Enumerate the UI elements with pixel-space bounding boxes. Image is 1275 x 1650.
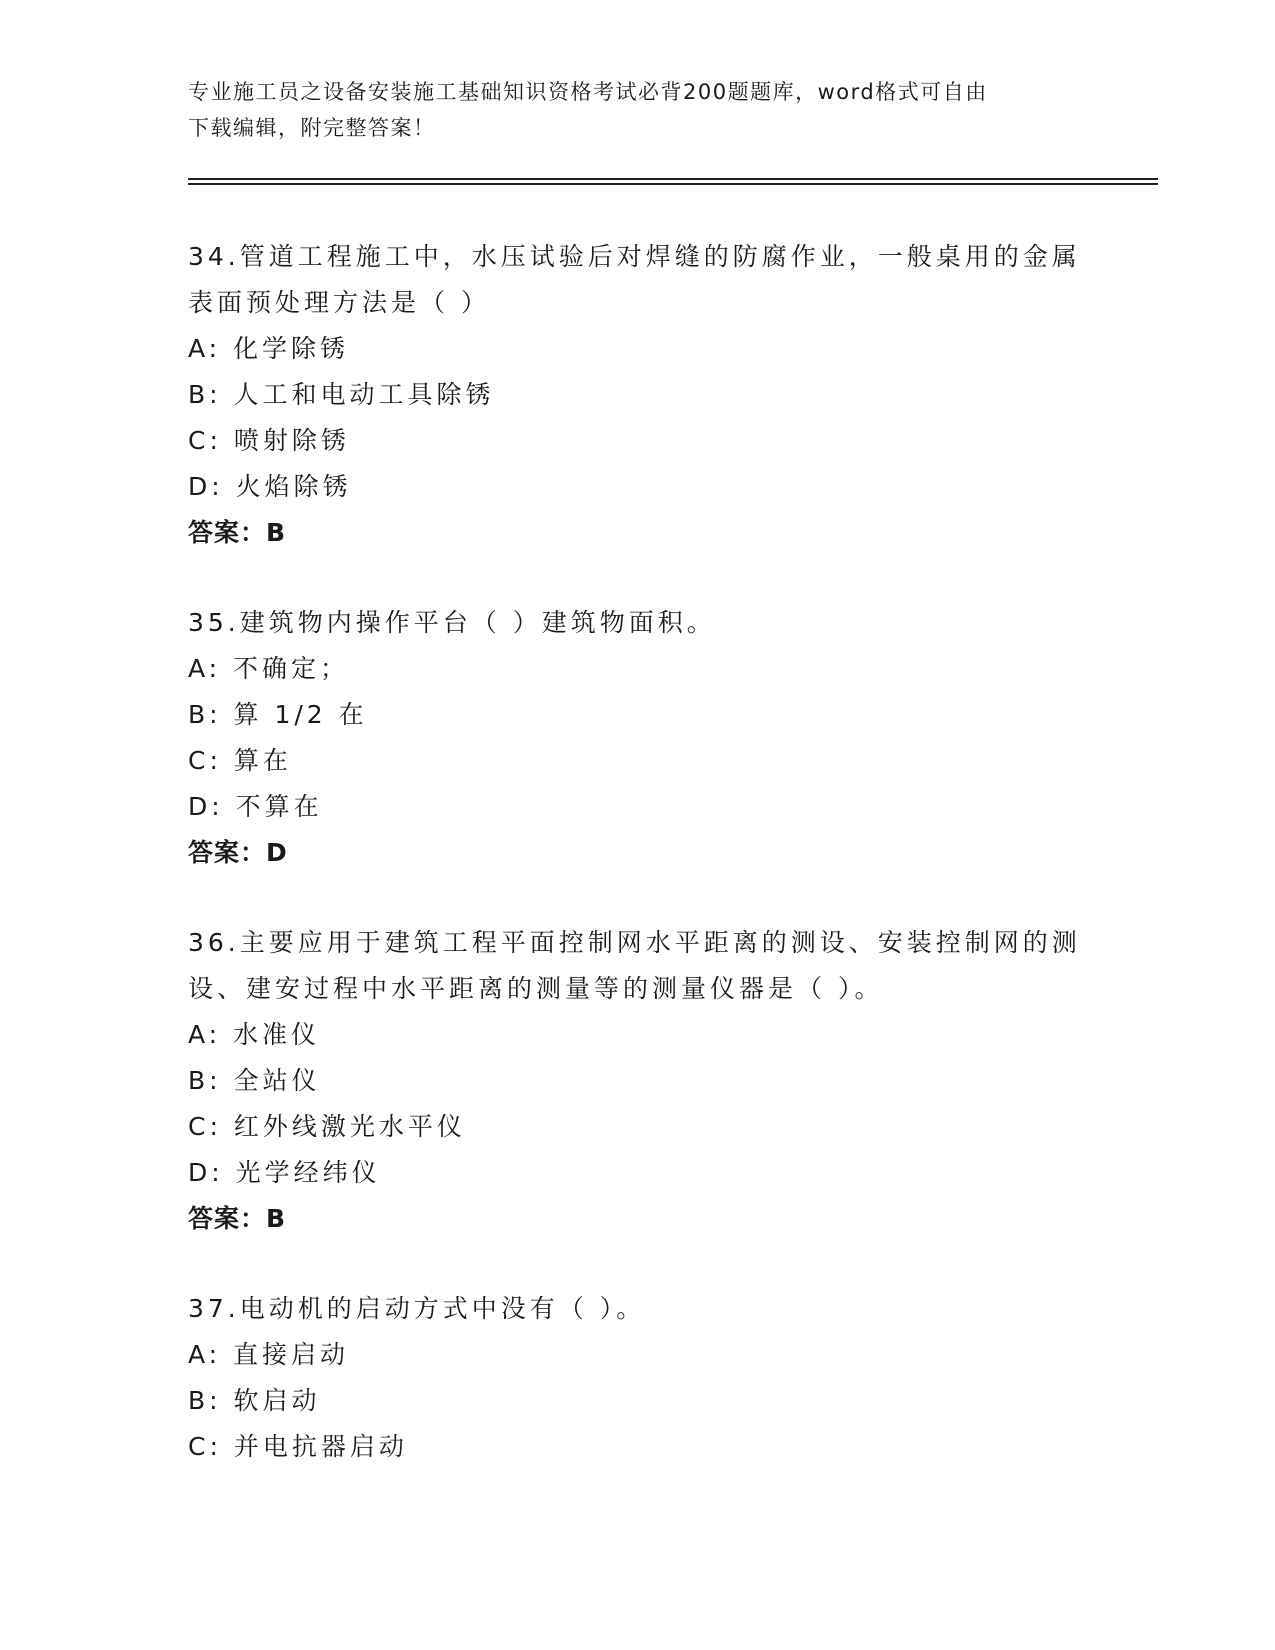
- header-line-2: 下载编辑，附完整答案！: [188, 116, 436, 140]
- question-stem: 35.建筑物内操作平台（ ）建筑物面积。: [188, 608, 716, 637]
- option-a: A: 直接启动: [188, 1340, 350, 1369]
- question-34: [188, 234, 1088, 556]
- question-stem-continued: 设、建安过程中水平距离的测量等的测量仪器是（ ）。: [188, 974, 884, 1003]
- option-c: C: 并电抗器启动: [188, 1432, 408, 1461]
- option-d: D: 不算在: [188, 792, 323, 821]
- option-a: A: 水准仪: [188, 1020, 321, 1049]
- option-d: D: 火焰除锈: [188, 472, 352, 501]
- option-b: B: 算 1/2 在: [188, 700, 368, 729]
- option-a: A: 不确定；: [188, 654, 350, 683]
- option-b: B: 全站仪: [188, 1066, 321, 1095]
- question-stem-continued: 表面预处理方法是（ ）: [188, 288, 490, 317]
- option-c: C: 红外线激光水平仪: [188, 1112, 466, 1141]
- answer-label: 答案：: [188, 838, 267, 867]
- option-c: C: 喷射除锈: [188, 426, 350, 455]
- option-d: D: 光学经纬仪: [188, 1158, 381, 1187]
- question-37: [188, 1286, 1088, 1470]
- option-b: B: 软启动: [188, 1386, 321, 1415]
- document-header: [188, 74, 1088, 146]
- header-line-1: 专业施工员之设备安装施工基础知识资格考试必背200题题库，word格式可自由: [188, 80, 988, 104]
- answer-line: [188, 510, 1088, 556]
- question-stem: 36.主要应用于建筑工程平面控制网水平距离的测设、安装控制网的测: [188, 928, 1081, 957]
- question-stem: 37.电动机的启动方式中没有（ ）。: [188, 1294, 646, 1323]
- answer-line: [188, 830, 1088, 876]
- answer-label: 答案：: [188, 518, 267, 547]
- answer-line: [188, 1196, 1088, 1242]
- header-divider-bottom: [188, 183, 1158, 185]
- answer-label: 答案：: [188, 1204, 267, 1233]
- option-b: B: 人工和电动工具除锈: [188, 380, 495, 409]
- question-stem: 34.管道工程施工中，水压试验后对焊缝的防腐作业，一般桌用的金属: [188, 242, 1081, 271]
- answer-value: B: [266, 518, 287, 547]
- option-a: A: 化学除锈: [188, 334, 350, 363]
- header-divider-top: [188, 178, 1158, 180]
- question-35: [188, 600, 1088, 876]
- option-c: C: 算在: [188, 746, 292, 775]
- question-36: [188, 920, 1088, 1242]
- answer-value: B: [266, 1204, 287, 1233]
- answer-value: D: [266, 838, 288, 867]
